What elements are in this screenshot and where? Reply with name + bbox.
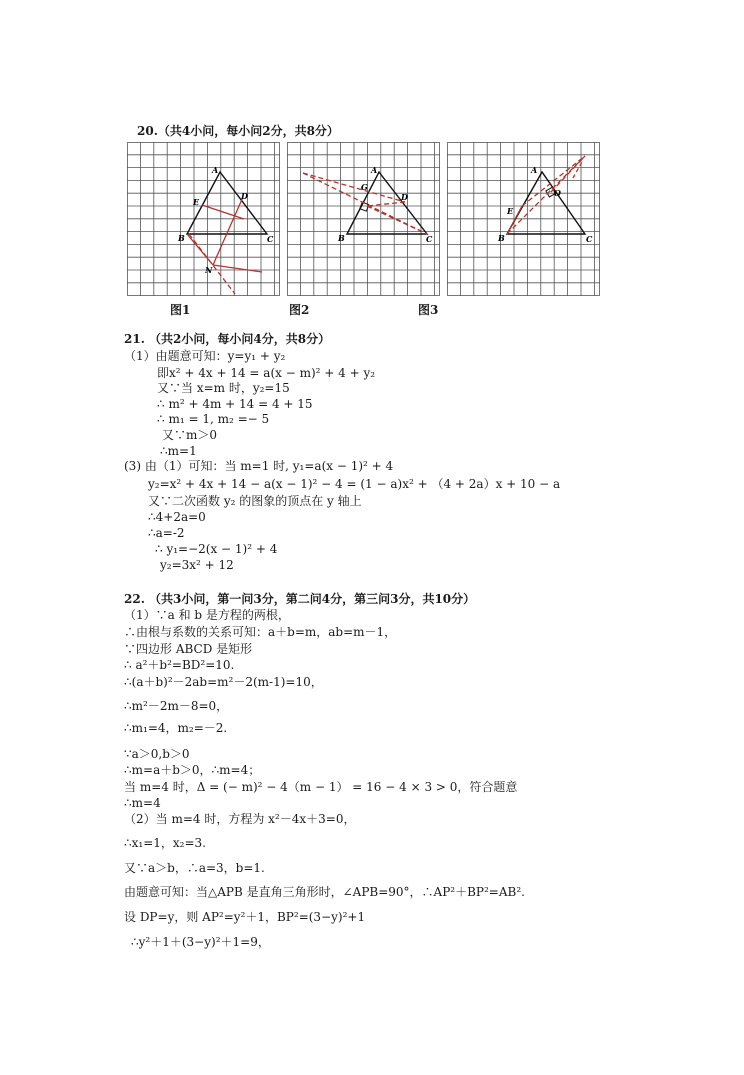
q21-line: ∴4+2a=0 — [148, 510, 206, 524]
q21-line: ∴ y₁=−2(x − 1)² + 4 — [155, 542, 278, 556]
q22-line: 设 DP=y，则 AP²=y²＋1，BP²=(3−y)²+1 — [124, 910, 366, 924]
label-b: B — [498, 233, 505, 243]
label-d: D — [241, 191, 248, 201]
grid — [127, 142, 280, 296]
q22-line: ∴m=4 — [124, 796, 161, 810]
figure-1-caption: 图1 — [170, 303, 191, 317]
q21-line: 又∵m＞0 — [162, 428, 218, 442]
q21-line: y₂=3x² + 12 — [160, 558, 234, 572]
triangle-abc — [507, 172, 585, 234]
label-b: B — [178, 233, 185, 243]
label-g: G — [361, 182, 368, 192]
q22-line: （1）∵a 和 b 是方程的两根， — [124, 608, 290, 622]
label-a: A — [371, 165, 378, 175]
q22-line: ∴m₁=4，m₂=－2. — [124, 721, 228, 735]
label-c: C — [267, 234, 274, 244]
q21-line: ∴m=1 — [160, 444, 197, 458]
grid — [447, 142, 600, 296]
q22-line: ∵四边形 ABCD 是矩形 — [124, 642, 253, 656]
q21-line: ∴ m² + 4m + 14 = 4 + 15 — [157, 397, 313, 411]
q22-line: ∴m²－2m－8=0， — [124, 699, 229, 713]
q22-line: ∴由根与系数的关系可知：a＋b=m，ab=m－1， — [124, 625, 397, 639]
label-n: N — [205, 265, 213, 275]
q22-line: 当 m=4 时，Δ = (− m)² − 4（m − 1） = 16 − 4 × 3 > 0，符合题意 — [124, 780, 518, 794]
figure-1 — [127, 142, 280, 296]
label-o: O — [554, 188, 561, 198]
q21-line: ∴ m₁ = 1, m₂ =− 5 — [157, 412, 270, 426]
label-a: A — [531, 165, 538, 175]
q22-heading: 22. （共3小问，第一问3分，第二问4分，第三问3分，共10分） — [124, 592, 476, 606]
label-e: E — [193, 197, 200, 207]
label-e: E — [507, 206, 514, 216]
label-c: C — [426, 234, 433, 244]
q20-heading: 20.（共4小问，每小问2分，共8分） — [137, 124, 339, 138]
q22-line: 又∵a＞b，∴a=3，b=1. — [124, 861, 265, 875]
q21-line: (3) 由（1）可知：当 m=1 时, y₁=a(x − 1)² + 4 — [124, 459, 394, 473]
q21-line: 又∵二次函数 y₂ 的图象的顶点在 y 轴上 — [148, 494, 362, 508]
figure-3 — [447, 142, 600, 296]
figure-3-caption: 图3 — [418, 303, 439, 317]
figure-2 — [287, 142, 440, 296]
q22-line: ∴m=a＋b＞0，∴m=4； — [124, 763, 261, 777]
q21-line: y₂=x² + 4x + 14 − a(x − 1)² − 4 = (1 − a)x² + （4 + 2a）x + 10 − a — [148, 477, 561, 491]
q21-line: （1）由题意可知：y=y₁ + y₂ — [124, 349, 286, 363]
q21-heading: 21. （共2小问，每小问4分，共8分） — [124, 332, 331, 346]
q22-line: （2）当 m=4 时，方程为 x²－4x＋3=0， — [124, 812, 356, 826]
grid — [287, 142, 440, 296]
figure-2-caption: 图2 — [289, 303, 310, 317]
q21-line: ∴a=-2 — [148, 526, 185, 540]
label-a: A — [212, 165, 219, 175]
q22-line: ∴y²＋1＋(3−y)²＋1=9， — [131, 935, 270, 949]
label-b: B — [338, 233, 345, 243]
q22-line: 由题意可知：当△APB 是直角三角形时，∠APB=90°，∴AP²＋BP²=AB². — [124, 885, 525, 899]
q21-line: 又∵当 x=m 时，y₂=15 — [157, 381, 290, 395]
q22-line: ∴ a²＋b²=BD²=10. — [124, 658, 235, 672]
q22-line: ∵a＞0,b＞0 — [124, 747, 190, 761]
q22-line: ∴(a＋b)²－2ab=m²－2(m-1)=10， — [124, 675, 323, 689]
label-d: D — [401, 192, 408, 202]
q22-line: ∴x₁=1，x₂=3. — [124, 836, 206, 850]
triangle-abc — [347, 172, 427, 234]
q21-line: 即x² + 4x + 14 = a(x − m)² + 4 + y₂ — [157, 366, 376, 380]
label-c: C — [586, 234, 593, 244]
